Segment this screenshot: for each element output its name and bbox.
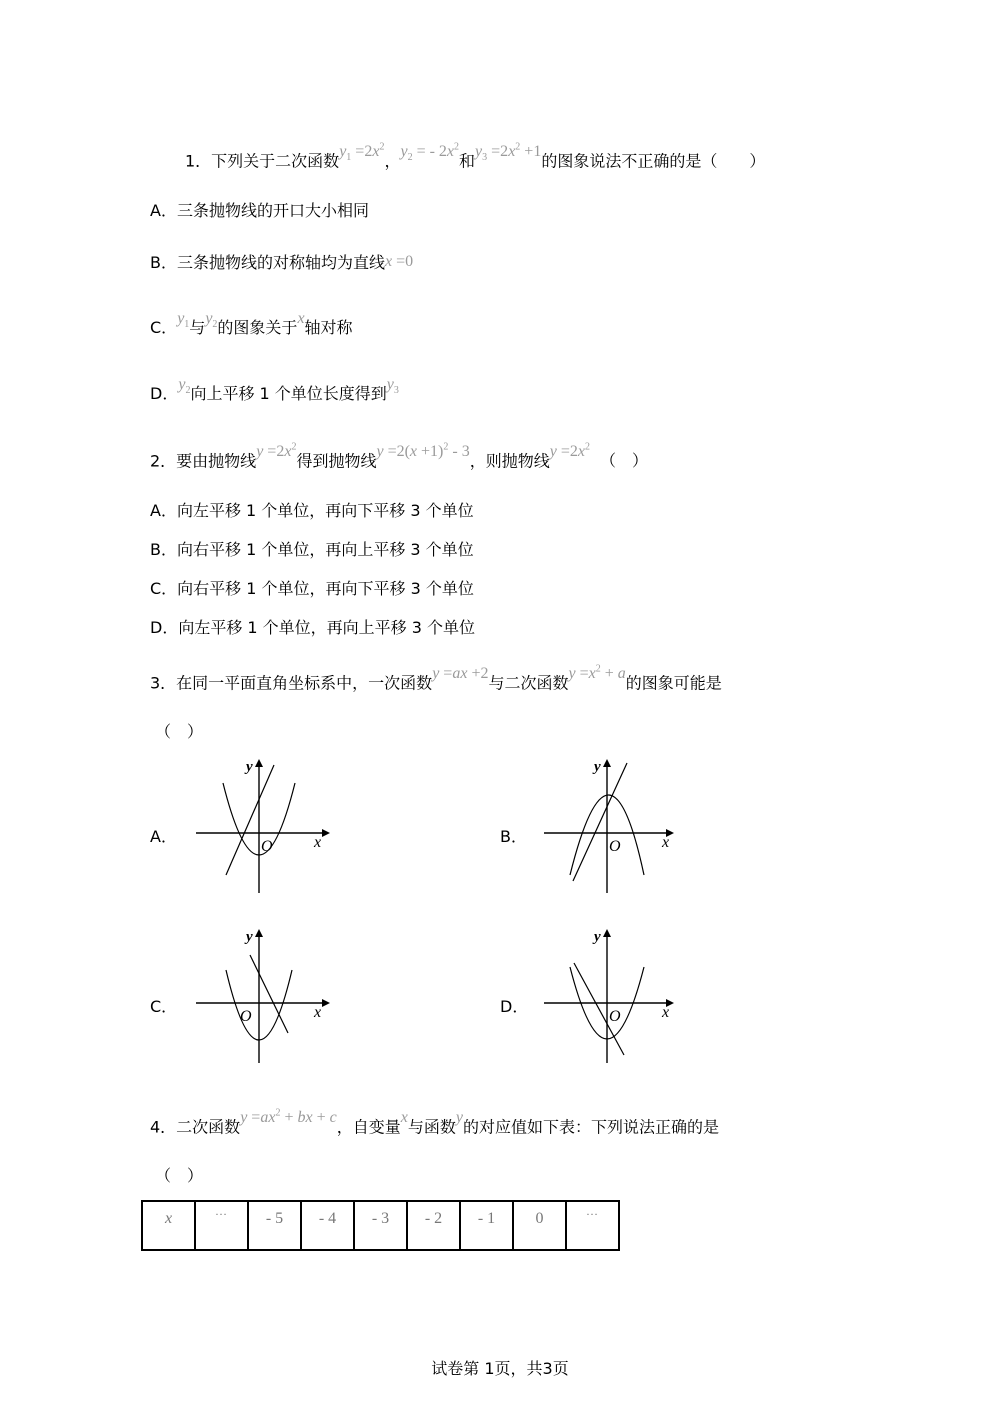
q2-option-b: B．向右平移 1 个单位，再向上平移 3 个单位 [150, 540, 474, 559]
q1-b-formula: x =0 [384, 253, 414, 270]
q1-formula-y2: $y_2$ = - $2x^2$ [400, 142, 460, 164]
q3-graph-c [190, 925, 340, 1070]
table-cell: x [142, 1201, 195, 1250]
q4-formula: $y =ax^2$ + bx + c [240, 1108, 337, 1127]
table-cell: 0 [513, 1201, 566, 1250]
table-cell: - 5 [248, 1201, 301, 1250]
q1-d-y3: $y_3$ [386, 376, 399, 397]
q1-formula-y1: $y_1 =2x^2$ [339, 142, 385, 164]
q4-paren: （ ） [155, 1166, 204, 1185]
origin-label: O [609, 1008, 621, 1025]
origin-label: O [261, 838, 273, 855]
q1-stem: 1．下列关于二次函数$y_1 =2x^2$，$y_2$ = - $2x^2$和$y_3 =2x^2 +1$的图象说法不正确的是（ ） [185, 142, 766, 171]
table-cell: … [195, 1201, 248, 1250]
page-footer: 试卷第 1页，共3页 [431, 1359, 569, 1378]
q3-graph-a [190, 755, 340, 900]
q1-d-y2: $y_2$ [178, 376, 191, 397]
axis-y-label: y [594, 929, 601, 945]
axis-x-label: x [662, 1004, 670, 1021]
q2-stem: 2．要由抛物线$y =2x^2$得到抛物线$y =2(x +1)^2 - 3$，则抛物线$y =2x^2$（ ） [150, 442, 648, 471]
q3-label-a: A． [150, 827, 177, 846]
q3-graph-b [540, 755, 690, 900]
table-cell: - 4 [301, 1201, 354, 1250]
axis-y-label: y [246, 759, 253, 775]
q1-option-c: C．$y_1$与$y_2$的图象关于x轴对称 [150, 310, 353, 337]
axis-x-label: x [314, 834, 322, 851]
table-cell: - 3 [354, 1201, 407, 1250]
table-cell: - 1 [460, 1201, 513, 1250]
q1-c-y2: $y_2$ [205, 310, 218, 331]
q4-x: x [400, 1109, 408, 1127]
q1-c-y1: $y_1$ [177, 310, 190, 331]
axis-x-label: x [314, 1004, 322, 1021]
q3-formula-linear: y =ax +2 [432, 665, 489, 683]
q2-option-d: D．向左平移 1 个单位，再向上平移 3 个单位 [150, 618, 476, 637]
q3-label-d: D． [500, 997, 529, 1016]
origin-label: O [609, 838, 621, 855]
axis-y-label: y [594, 759, 601, 775]
q1-option-b: B．三条抛物线的对称轴均为直线x =0 [150, 253, 414, 272]
table-cell: - 2 [407, 1201, 460, 1250]
q3-label-c: C． [150, 997, 178, 1016]
q1-c-x: x [297, 310, 305, 327]
table-cell: … [566, 1201, 619, 1250]
q3-stem: 3．在同一平面直角坐标系中，一次函数y =ax +2与二次函数$y =x^2 + a$的图象可能是 [150, 664, 722, 693]
q2-formula-2: $y =2(x +1)^2 - 3$ [376, 442, 470, 461]
q1-formula-y3: $y_3 =2x^2 +1$ [475, 142, 542, 164]
axis-x-label: x [662, 834, 670, 851]
origin-label: O [240, 1008, 252, 1025]
q2-formula-1: $y =2x^2$ [256, 442, 297, 461]
q3-label-b: B． [500, 827, 527, 846]
q3-formula-quadratic: $y =x^2 + a$ [568, 664, 626, 683]
q2-formula-3: $y =2x^2$ [549, 442, 590, 461]
q1-option-d: D．$y_2$向上平移 1 个单位长度得到$y_3$ [150, 376, 399, 403]
value-table [141, 1200, 620, 1251]
axis-y-label: y [246, 929, 253, 945]
q1-option-a: A．三条抛物线的开口大小相同 [150, 201, 369, 220]
q4-stem: 4．二次函数$y =ax^2$ + bx + c，自变量x与函数y的对应值如下表：下列说法正确的是 [150, 1108, 719, 1137]
table-row [142, 1201, 619, 1250]
q3-graph-d [540, 925, 690, 1070]
q3-paren: （ ） [155, 722, 204, 741]
q2-option-a: A．向左平移 1 个单位，再向下平移 3 个单位 [150, 501, 474, 520]
q2-option-c: C．向右平移 1 个单位，再向下平移 3 个单位 [150, 579, 474, 598]
q4-y: y [455, 1109, 463, 1127]
